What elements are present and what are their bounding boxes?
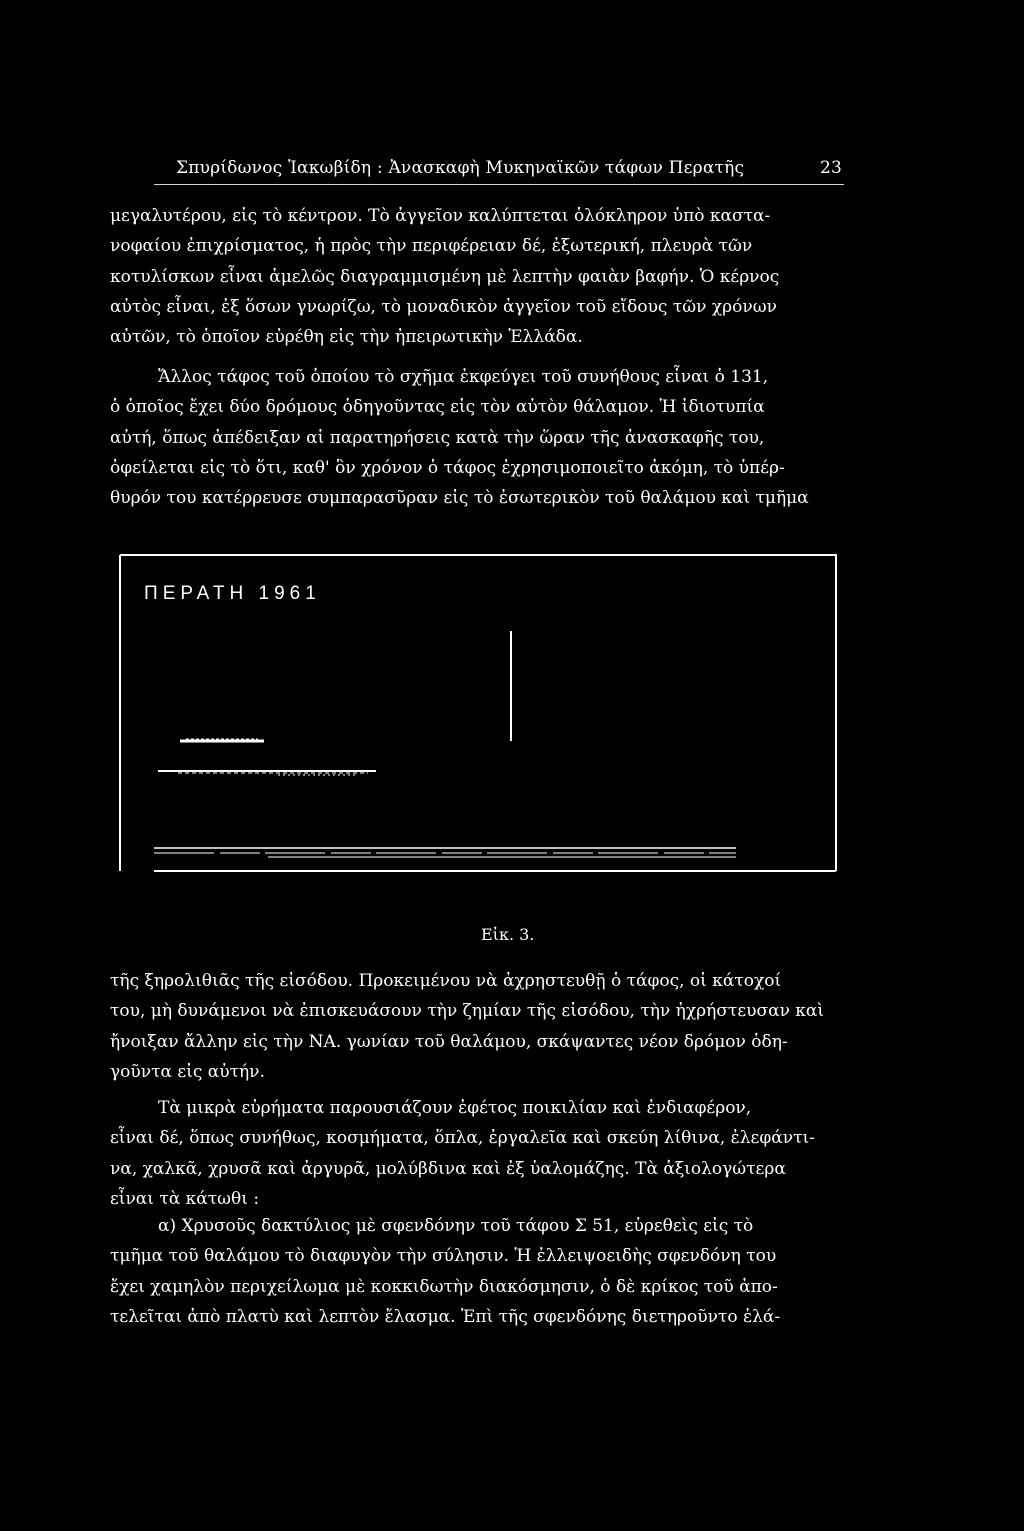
- page-number: 23: [819, 158, 842, 178]
- paragraph-4: [110, 1093, 848, 1214]
- plan-bottom-lines: [154, 848, 836, 871]
- text-line: του, μὴ δυνάμενοι νὰ ἐπισκευάσουν τὴν ζημίαν τῆς εἰσόδου, τὴν ἠχρήστευσαν καὶ: [110, 1001, 825, 1022]
- paragraph-5: [110, 1211, 848, 1332]
- text-line: να, χαλκᾶ, χρυσᾶ καὶ ἀργυρᾶ, μολύβδινα καὶ ἐξ ὑαλομάζης. Τὰ ἀξιολογώτερα: [110, 1158, 786, 1179]
- header-rule: [154, 184, 844, 185]
- text-line: α) Χρυσοῦς δακτύλιος μὲ σφενδόνην τοῦ τάφου Σ 51, εὑρεθεὶς εἰς τὸ: [158, 1216, 754, 1236]
- figure-tomb-plan: [118, 553, 838, 885]
- text-line: γοῦντα εἰς αὐτήν.: [110, 1061, 265, 1082]
- text-line: εἶναι τὰ κάτωθι :: [110, 1188, 260, 1209]
- running-title: Σπυρίδωνος Ἰακωβίδη : Ἀνασκαφὴ Μυκηναϊκῶν τάφων Περατῆς: [176, 158, 745, 178]
- figure-caption: Εἰκ. 3.: [481, 925, 535, 944]
- text-line: μεγαλυτέρου, εἰς τὸ κέντρον. Τὸ ἀγγεῖον καλύπτεται ὁλόκληρον ὑπὸ καστα-: [110, 206, 771, 226]
- text-line: νοφαίου ἐπιχρίσματος, ἡ πρὸς τὴν περιφέρειαν δέ, ἐξωτερική, πλευρὰ τῶν: [110, 236, 753, 257]
- tomb-plan-drawing: [118, 553, 838, 885]
- text-line: ὁ ὁποῖος ἔχει δύο δρόμους ὁδηγοῦντας εἰς τὸν αὐτὸν θάλαμον. Ἡ ἰδιοτυπία: [110, 397, 765, 418]
- text-line: ὀφείλεται εἰς τὸ ὅτι, καθ' ὃν χρόνον ὁ τάφος ἐχρησιμοποιεῖτο ἀκόμη, τὸ ὑπέρ-: [110, 457, 785, 478]
- figure-label: ΠΕΡΑΤΗ 1961: [144, 583, 321, 604]
- text-line: αὐτὸς εἶναι, ἐξ ὅσων γνωρίζω, τὸ μοναδικὸν ἀγγεῖον τοῦ εἴδους τῶν χρόνων: [110, 296, 777, 317]
- text-line: Ἄλλος τάφος τοῦ ὁποίου τὸ σχῆμα ἐκφεύγει τοῦ συνήθους εἶναι ὁ 131,: [158, 367, 769, 387]
- text-line: τμῆμα τοῦ θαλάμου τὸ διαφυγὸν τὴν σύλησιν. Ἡ ἐλλειψοειδὴς σφενδόνη του: [110, 1246, 777, 1267]
- text-line: αὐτῶν, τὸ ὁποῖον εὑρέθη εἰς τὴν ἠπειρωτικὴν Ἑλλάδα.: [110, 327, 583, 348]
- plan-middle-edge: [158, 771, 376, 775]
- text-line: τελεῖται ἀπὸ πλατὺ καὶ λεπτὸν ἔλασμα. Ἐπὶ τῆς σφενδόνης διετηροῦντο ἐλά-: [110, 1306, 781, 1327]
- text-line: εἶναι δέ, ὅπως συνήθως, κοσμήματα, ὅπλα, ἐργαλεῖα καὶ σκεύη λίθινα, ἐλεφάντι-: [110, 1128, 815, 1149]
- text-line: τῆς ξηρολιθιᾶς τῆς εἰσόδου. Προκειμένου νὰ ἀχρηστευθῇ ὁ τάφος, οἱ κάτοχοί: [110, 971, 782, 991]
- text-line: Τὰ μικρὰ εὑρήματα παρουσιάζουν ἐφέτος ποικιλίαν καὶ ἐνδιαφέρον,: [158, 1098, 752, 1118]
- text-line: ἤνοιξαν ἄλλην εἰς τὴν ΝΑ. γωνίαν τοῦ θαλάμου, σκάψαντες νέον δρόμον ὁδη-: [110, 1031, 788, 1052]
- plan-upper-edge: [180, 739, 264, 741]
- paragraph-3: [110, 966, 848, 1087]
- text-line: θυρόν του κατέρρευσε συμπαρασῦραν εἰς τὸ ἐσωτερικὸν τοῦ θαλάμου καὶ τμῆμα: [110, 488, 809, 509]
- text-line: αὐτή, ὅπως ἀπέδειξαν αἱ παρατηρήσεις κατὰ τὴν ὥραν τῆς ἀνασκαφῆς του,: [110, 427, 765, 448]
- paragraph-1: [110, 201, 848, 352]
- text-line: ἔχει χαμηλὸν περιχείλωμα μὲ κοκκιδωτὴν διακόσμησιν, ὁ δὲ κρίκος τοῦ ἀπο-: [110, 1276, 778, 1297]
- text-line: κοτυλίσκων εἶναι ἀμελῶς διαγραμμισμένη μὲ λεπτὴν φαιὰν βαφήν. Ὁ κέρνος: [110, 266, 780, 287]
- paragraph-2: [110, 362, 848, 513]
